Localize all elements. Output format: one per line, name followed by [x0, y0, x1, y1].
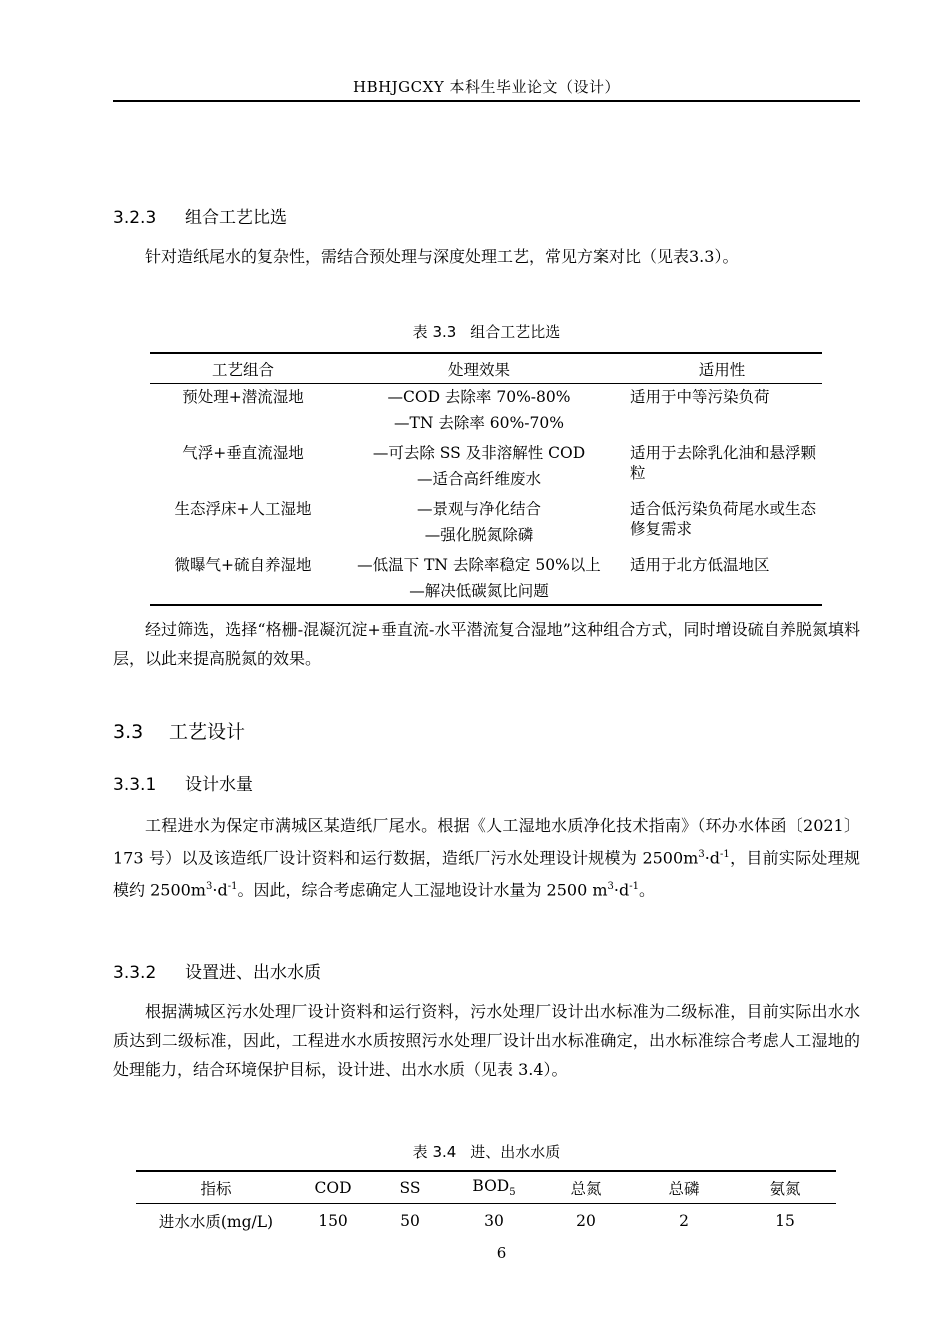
- process-comparison-table: [150, 352, 822, 606]
- section-number: 3.3: [113, 721, 144, 743]
- section-heading-3-3-2: [113, 958, 321, 983]
- table-row: [150, 384, 822, 441]
- effect-line: —TN 去除率 60%-70%: [394, 414, 564, 432]
- table-header: 处理效果: [336, 353, 622, 384]
- table-cell: 预处理+潜流湿地: [182, 388, 304, 406]
- section-number: 3.3.2: [113, 963, 157, 983]
- effect-line: —适合高纤维废水: [416, 470, 541, 488]
- table-header: 工艺组合: [150, 353, 336, 384]
- intro-paragraph: [113, 242, 860, 271]
- table-cell: 适用于北方低温地区: [630, 556, 770, 574]
- water-quality-table: [136, 1170, 836, 1238]
- table-row: [150, 440, 822, 496]
- table-cell: 20: [576, 1212, 596, 1230]
- section-title: 设计水量: [185, 775, 253, 795]
- water-quality-paragraph: [113, 997, 860, 1084]
- section-heading-3-3-1: [113, 770, 253, 795]
- table-cell: 150: [318, 1212, 348, 1230]
- water-quality-text: 根据满城区污水处理厂设计资料和运行资料，污水处理厂设计出水标准为二级标准，目前实际出水水质达到二级标准，因此，工程进水水质按照污水处理厂设计出水标准确定，出水标准综合考虑人工湿地的处理能力，结合环境保护目标，设计进、出水水质（见表 3.4）。: [113, 1002, 860, 1079]
- water-volume-text: 工程进水为保定市满城区某造纸厂尾水。根据《人工湿地水质净化技术指南》（环办水体函〔2021〕173 号）以及该造纸厂设计资料和运行数据，造纸厂污水处理设计规模为 $2500m^3\cdot d^{-1}$，目前实际处理规模约 $2500m^3\cdot d^{-1}$。因此，综合考虑确定人工湿地设计水量为 2500 $m^3\cdot d^{-1}$。: [113, 816, 860, 900]
- page-number: 6: [496, 1244, 507, 1262]
- table-cell: [336, 440, 622, 496]
- section-number: 3.2.3: [113, 208, 157, 228]
- intro-text: 针对造纸尾水的复杂性，需结合预处理与深度处理工艺，常见方案对比（见表3.3）。: [145, 247, 739, 266]
- table-cell: 生态浮床+人工湿地: [174, 500, 312, 518]
- selection-text: 经过筛选，选择“格栅-混凝沉淀+垂直流-水平潜流复合湿地”这种组合方式，同时增设硫自养脱氮填料层，以此来提高脱氮的效果。: [113, 620, 860, 668]
- table-row: [150, 552, 822, 605]
- table-header: 总磷: [634, 1171, 734, 1204]
- effect-line: —景观与净化结合: [416, 500, 541, 518]
- table-3-3-caption: [113, 321, 860, 342]
- table-cell: [336, 496, 622, 552]
- table-header: COD: [296, 1171, 370, 1204]
- effect-line: —低温下 TN 去除率稳定 50%以上: [357, 556, 601, 574]
- section-title: 组合工艺比选: [185, 208, 287, 228]
- caption-title: 进、出水水质: [470, 1143, 561, 1161]
- header-rule: [113, 100, 860, 102]
- table-header: $BOD_5$: [450, 1171, 538, 1204]
- table-cell: 15: [775, 1212, 795, 1230]
- table-cell: 50: [400, 1212, 420, 1230]
- table-header: 指标: [136, 1171, 296, 1204]
- section-heading-3-2-3: [113, 203, 287, 228]
- table-cell: 适用于中等污染负荷: [630, 388, 770, 406]
- caption-number: 表 3.4: [412, 1143, 457, 1161]
- table-row: [136, 1204, 836, 1239]
- table-row: [150, 496, 822, 552]
- effect-line: —强化脱氮除磷: [424, 526, 534, 544]
- table-header: 氨氮: [734, 1171, 836, 1204]
- table-cell: 微曝气+硫自养湿地: [174, 556, 312, 574]
- table-cell: 适用于去除乳化油和悬浮颗粒: [630, 444, 817, 482]
- table-cell: 进水水质(mg/L): [158, 1213, 274, 1231]
- effect-line: —解决低碳氮比问题: [409, 582, 549, 600]
- section-heading-3-3: [113, 717, 245, 744]
- table-cell: 气浮+垂直流湿地: [182, 444, 304, 462]
- effect-line: —COD 去除率 70%-80%: [387, 388, 571, 406]
- selection-paragraph: [113, 615, 860, 673]
- caption-number: 表 3.3: [412, 323, 457, 341]
- section-title: 设置进、出水水质: [185, 963, 321, 983]
- table-cell: 30: [484, 1212, 504, 1230]
- table-header: SS: [370, 1171, 450, 1204]
- effect-line: —可去除 SS 及非溶解性 COD: [372, 444, 586, 462]
- table-cell: 2: [679, 1212, 689, 1230]
- table-cell: [336, 552, 622, 605]
- caption-title: 组合工艺比选: [470, 323, 561, 341]
- section-number: 3.3.1: [113, 775, 157, 795]
- table-header: 总氮: [538, 1171, 634, 1204]
- table-header: 适用性: [622, 353, 822, 384]
- page-header: HBHJGCXY 本科生毕业论文（设计）: [352, 78, 620, 96]
- water-volume-paragraph: [113, 811, 860, 905]
- section-title: 工艺设计: [169, 721, 246, 743]
- table-cell: 适合低污染负荷尾水或生态修复需求: [630, 500, 817, 538]
- table-3-4-caption: [113, 1141, 860, 1162]
- table-cell: [336, 384, 622, 441]
